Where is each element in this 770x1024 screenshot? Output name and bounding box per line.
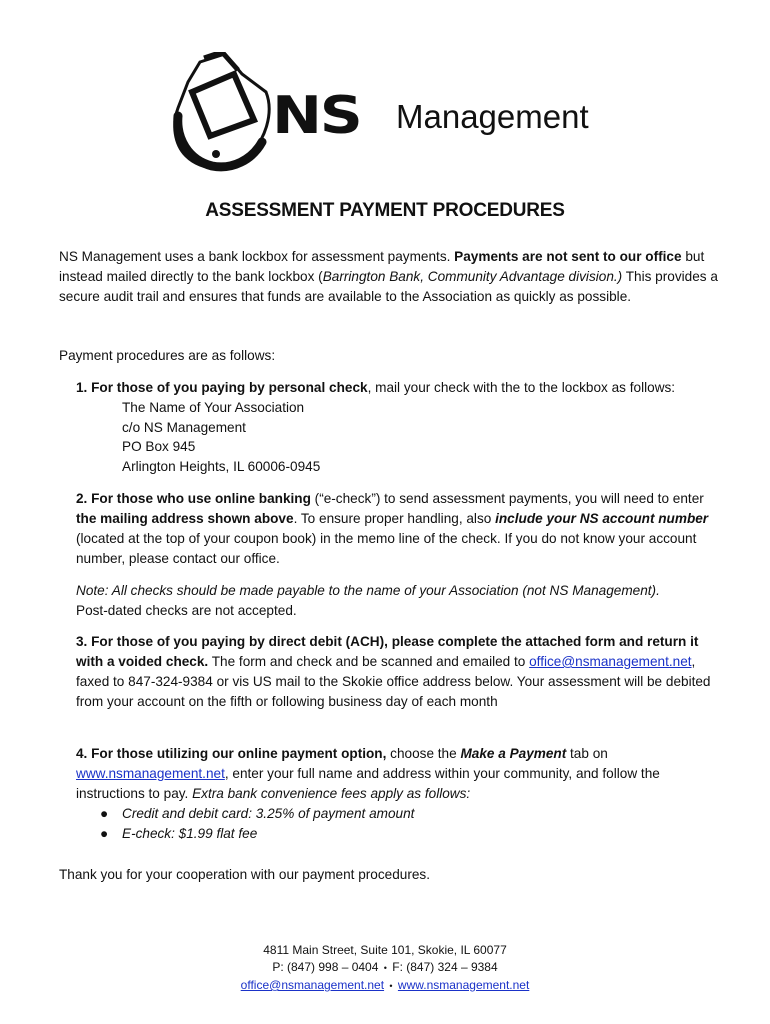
item-3-text-1: The form and check and be scanned and emailed to <box>208 654 530 669</box>
item-4-web-link[interactable]: www.nsmanagement.net <box>76 766 225 781</box>
intro-text-3: This provides a secure audit trail and ensures that funds are available to the Association as quickly as possible. <box>59 269 718 304</box>
page-title: ASSESSMENT PAYMENT PROCEDURES <box>205 200 565 221</box>
item-4-bold-italic: Make a Payment <box>460 746 567 761</box>
item-1-text: , mail your check with the to the lockbox as follows: <box>367 380 676 395</box>
separator-icon: • <box>389 981 393 991</box>
bullet-icon: ● <box>100 826 109 841</box>
footer-web-link[interactable]: www.nsmanagement.net <box>397 978 530 992</box>
item-2-bold-italic: include your NS account number <box>495 511 709 526</box>
item-4-paragraph <box>76 744 726 804</box>
fee-credit: Credit and debit card: 3.25% of payment amount <box>122 806 415 821</box>
list-item <box>100 804 414 824</box>
footer-address: 4811 Main Street, Suite 101, Skokie, IL 60077 <box>263 943 507 957</box>
item-3-paragraph <box>76 632 726 712</box>
item-1-bold: 1. For those of you paying by personal check <box>76 380 368 395</box>
item-1-paragraph <box>76 378 726 398</box>
lockbox-address <box>122 398 320 476</box>
address-line: c/o NS Management <box>122 419 246 435</box>
bullet-icon: ● <box>100 806 109 821</box>
item-4-italic: Extra bank convenience fees apply as follows: <box>192 786 471 801</box>
house-drop-logo-icon <box>170 52 280 176</box>
intro-paragraph <box>59 247 719 307</box>
item-3-text-2: , faxed to 847-324-9384 or vis US mail to the Skokie office address below. Your assessment will be debited from your account on the fifth or following business day of each month <box>76 654 711 709</box>
item-3-bold: 3. For those of you paying by direct debit (ACH), please complete the attached form and return it with a voided check. <box>76 634 699 669</box>
item-4-bold: 4. For those utilizing our online payment option, <box>76 746 387 761</box>
item-3-email-link[interactable]: office@nsmanagement.net <box>529 654 692 669</box>
item-2-text-1: (“e-check”) to send assessment payments, you will need to enter <box>310 491 704 506</box>
logo-ns-text: NS <box>272 86 361 146</box>
footer-email-link[interactable]: office@nsmanagement.net <box>240 978 385 992</box>
thanks-paragraph: Thank you for your cooperation with our payment procedures. <box>59 867 431 882</box>
logo-management-text: Management <box>396 98 589 135</box>
address-line: The Name of Your Association <box>122 400 305 415</box>
intro-italic: Barrington Bank, Community Advantage division.) <box>322 269 623 284</box>
note-paragraph <box>76 581 726 621</box>
item-4-text-2: tab on <box>566 746 608 761</box>
note-text: Post-dated checks are not accepted. <box>76 603 297 618</box>
item-2-bold: 2. For those who use online banking <box>76 491 311 506</box>
footer <box>0 942 770 995</box>
item-2-bold-2: the mailing address shown above <box>76 511 294 526</box>
note-italic: Note: All checks should be made payable to the name of your Association (not NS Management). <box>76 583 660 598</box>
item-2-text-2: . To ensure proper handling, also <box>293 511 496 526</box>
separator-icon: • <box>383 963 387 973</box>
fee-list <box>100 804 414 844</box>
list-item <box>100 824 414 844</box>
item-4-text-3: , enter your full name and address within your community, and follow the instructions to pay. <box>76 766 660 801</box>
footer-contact <box>0 959 770 977</box>
footer-links <box>0 977 770 995</box>
intro-text-2: but instead mailed directly to the bank lockbox ( <box>59 249 705 284</box>
ns-management-logo <box>170 52 600 176</box>
address-line: Arlington Heights, IL 60006-0945 <box>122 458 321 474</box>
footer-fax: F: (847) 324 – 9384 <box>392 960 498 974</box>
footer-phone: P: (847) 998 – 0404 <box>272 960 379 974</box>
intro-bold: Payments are not sent to our office <box>454 249 682 264</box>
fee-echeck: E-check: $1.99 flat fee <box>122 826 258 841</box>
address-line: PO Box 945 <box>122 439 196 454</box>
item-4-text-1: choose the <box>386 746 461 761</box>
intro-text-1: NS Management uses a bank lockbox for assessment payments. <box>59 249 455 264</box>
procedures-intro: Payment procedures are as follows: <box>59 348 276 363</box>
item-2-text-3: (located at the top of your coupon book) in the memo line of the check. If you do not know your account number, please contact our office. <box>76 531 697 566</box>
item-2-paragraph <box>76 489 726 569</box>
